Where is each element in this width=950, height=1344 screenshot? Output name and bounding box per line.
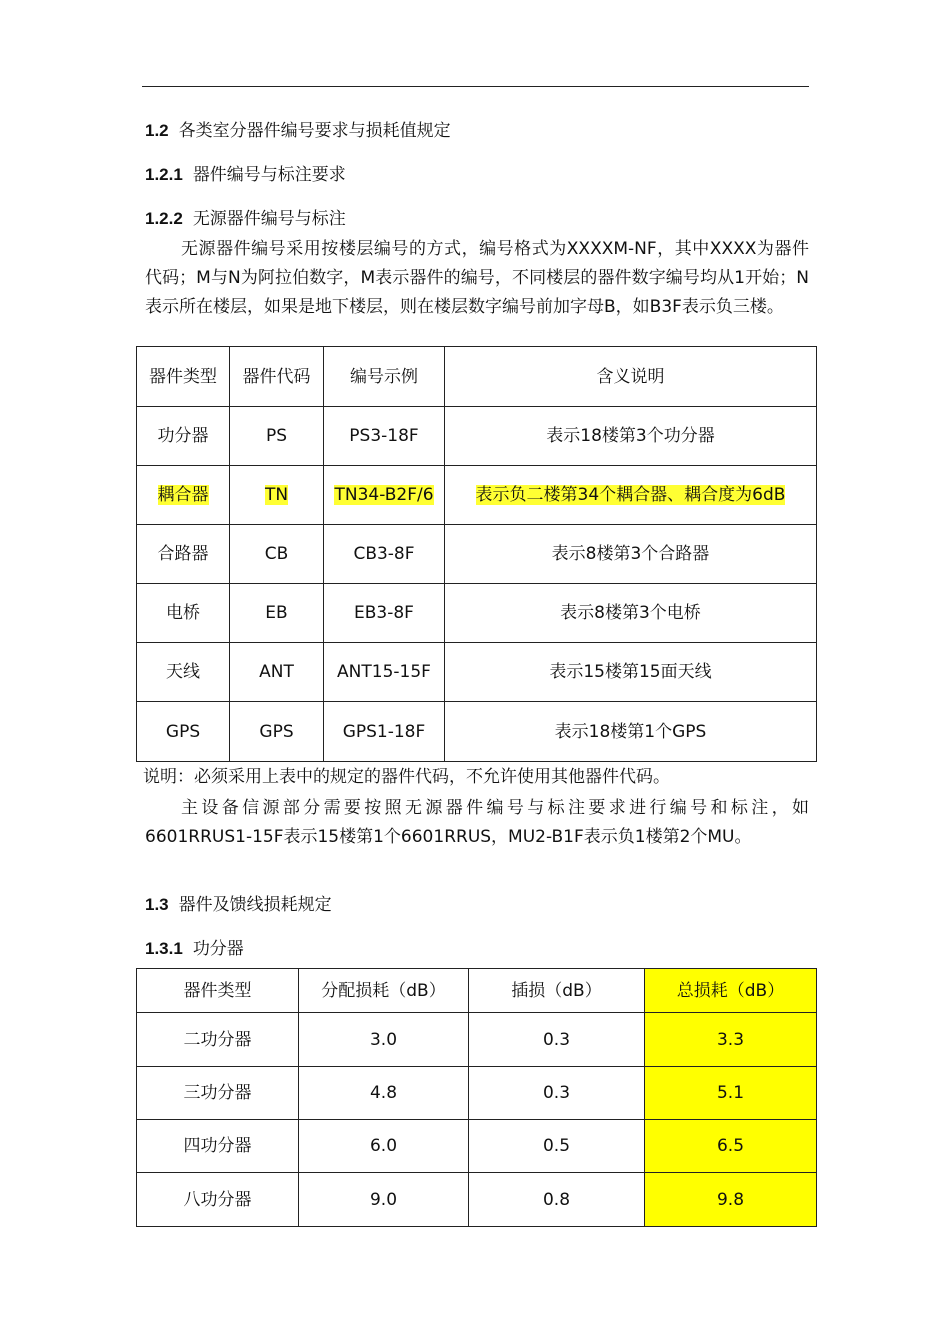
component-code-table bbox=[136, 346, 817, 762]
intro-paragraph: 无源器件编号采用按楼层编号的方式，编号格式为XXXXM-NF，其中XXXX为器件代码；M与N为阿拉伯数字，M表示器件的编号，不同楼层的器件数字编号均从1开始；N表示所在楼层，如果是地下楼层，则在楼层数字编号前加字母B，如B3F表示负三楼。 bbox=[145, 239, 809, 317]
table-row: 天线 ANT ANT15-15F 表示15楼第15面天线 bbox=[137, 643, 817, 702]
table-header-row: 器件类型 分配损耗（dB） 插损（dB） 总损耗（dB） bbox=[137, 969, 817, 1013]
heading-1-2: 1.2 各类室分器件编号要求与损耗值规定 bbox=[145, 121, 451, 141]
table-row: 四功分器 6.0 0.5 6.5 bbox=[137, 1120, 817, 1173]
heading-1-3-1: 1.3.1 功分器 bbox=[145, 939, 244, 959]
header-cell: 器件代码 bbox=[230, 347, 324, 407]
table-row: 功分器 PS PS3-18F 表示18楼第3个功分器 bbox=[137, 407, 817, 466]
table-row: 八功分器 9.0 0.8 9.8 bbox=[137, 1173, 817, 1227]
heading-1-2-1: 1.2.1 器件编号与标注要求 bbox=[145, 165, 346, 185]
header-cell: 含义说明 bbox=[445, 347, 817, 407]
header-rule bbox=[142, 86, 809, 87]
splitter-loss-table bbox=[136, 968, 817, 1227]
table-row: 三功分器 4.8 0.3 5.1 bbox=[137, 1067, 817, 1120]
heading-1-3: 1.3 器件及馈线损耗规定 bbox=[145, 895, 332, 915]
table-note: 说明：必须采用上表中的规定的器件代码，不允许使用其他器件代码。 bbox=[143, 767, 670, 787]
table-row: 二功分器 3.0 0.3 3.3 bbox=[137, 1013, 817, 1067]
equipment-paragraph: 主设备信源部分需要按照无源器件编号与标注要求进行编号和标注，如6601RRUS1-15F表示15楼第1个6601RRUS，MU2-B1F表示负1楼第2个MU。 bbox=[145, 798, 809, 847]
header-cell: 器件类型 bbox=[137, 347, 230, 407]
table-row-highlighted: 耦合器 TN TN34-B2F/6 表示负二楼第34个耦合器、耦合度为6dB bbox=[137, 466, 817, 525]
table-row: GPS GPS GPS1-18F 表示18楼第1个GPS bbox=[137, 702, 817, 762]
table-row: 电桥 EB EB3-8F 表示8楼第3个电桥 bbox=[137, 584, 817, 643]
heading-1-2-2: 1.2.2 无源器件编号与标注 bbox=[145, 209, 346, 229]
table-row: 合路器 CB CB3-8F 表示8楼第3个合路器 bbox=[137, 525, 817, 584]
header-cell: 编号示例 bbox=[324, 347, 445, 407]
table-header-row bbox=[137, 347, 817, 407]
